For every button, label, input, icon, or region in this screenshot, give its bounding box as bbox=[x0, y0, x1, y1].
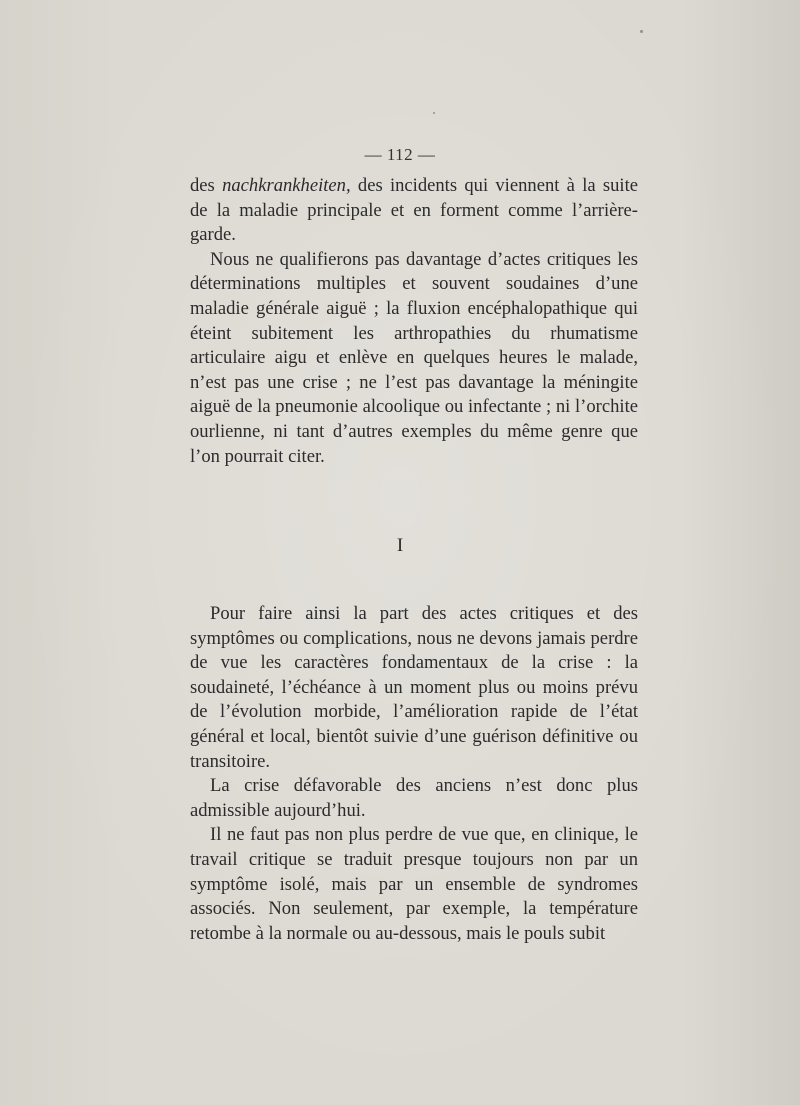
paragraph-4: La crise défavorable des anciens n’est donc plus admissible aujourd’hui. bbox=[190, 775, 638, 821]
paragraph-3: Pour faire ainsi la part des actes critiques et des symptômes ou complications, nous ne devons jamais perdre de vue les caractères fondamentaux de la crise : la soudaineté, l’échéance à un moment plus ou moins prévu de l’évolution morbide, l’amélioration rapide de l’état général et local, bientôt suivie d’une guérison définitive ou transitoire. bbox=[190, 603, 638, 772]
paragraph-continuation bbox=[190, 174, 638, 248]
text-block-top bbox=[190, 174, 638, 469]
paragraph-1-rest: des incidents qui viennent à la suite de la maladie principale et en forment comme l’arrière-garde. bbox=[190, 175, 639, 246]
paragraph-2: Nous ne qualifierons pas davantage d’actes critiques les déterminations multiples et souvent soudaines d’une maladie générale aiguë ; la fluxion encéphalopathique qui éteint subitement les arthropathies du rhumatisme articulaire aigu et enlève en quelques heures le malade, n’est pas une crise ; ne l’est pas davantage la méningite aiguë de la pneumonie alcoolique ou infectante ; ni l’orchite ourlienne, ni tant d’autres exemples du même genre que l’on pourrait citer. bbox=[190, 248, 638, 467]
paragraph-1-italic-term: nachkrankheiten, bbox=[222, 175, 351, 196]
paper-speck bbox=[640, 30, 643, 33]
text-block-bottom bbox=[190, 602, 638, 946]
page-number: — 112 — bbox=[364, 145, 436, 164]
paper-speck bbox=[433, 112, 435, 114]
section-heading-numeral: I bbox=[396, 535, 404, 556]
paragraph-1-prefix: des bbox=[190, 175, 223, 196]
paragraph-5: Il ne faut pas non plus perdre de vue que, en clinique, le travail critique se traduit presque toujours non par un symptôme isolé, mais par un ensemble de syndromes associés. Non seulement, par exemple, la température retombe à la normale ou au-dessous, mais le pouls subit bbox=[190, 824, 638, 944]
